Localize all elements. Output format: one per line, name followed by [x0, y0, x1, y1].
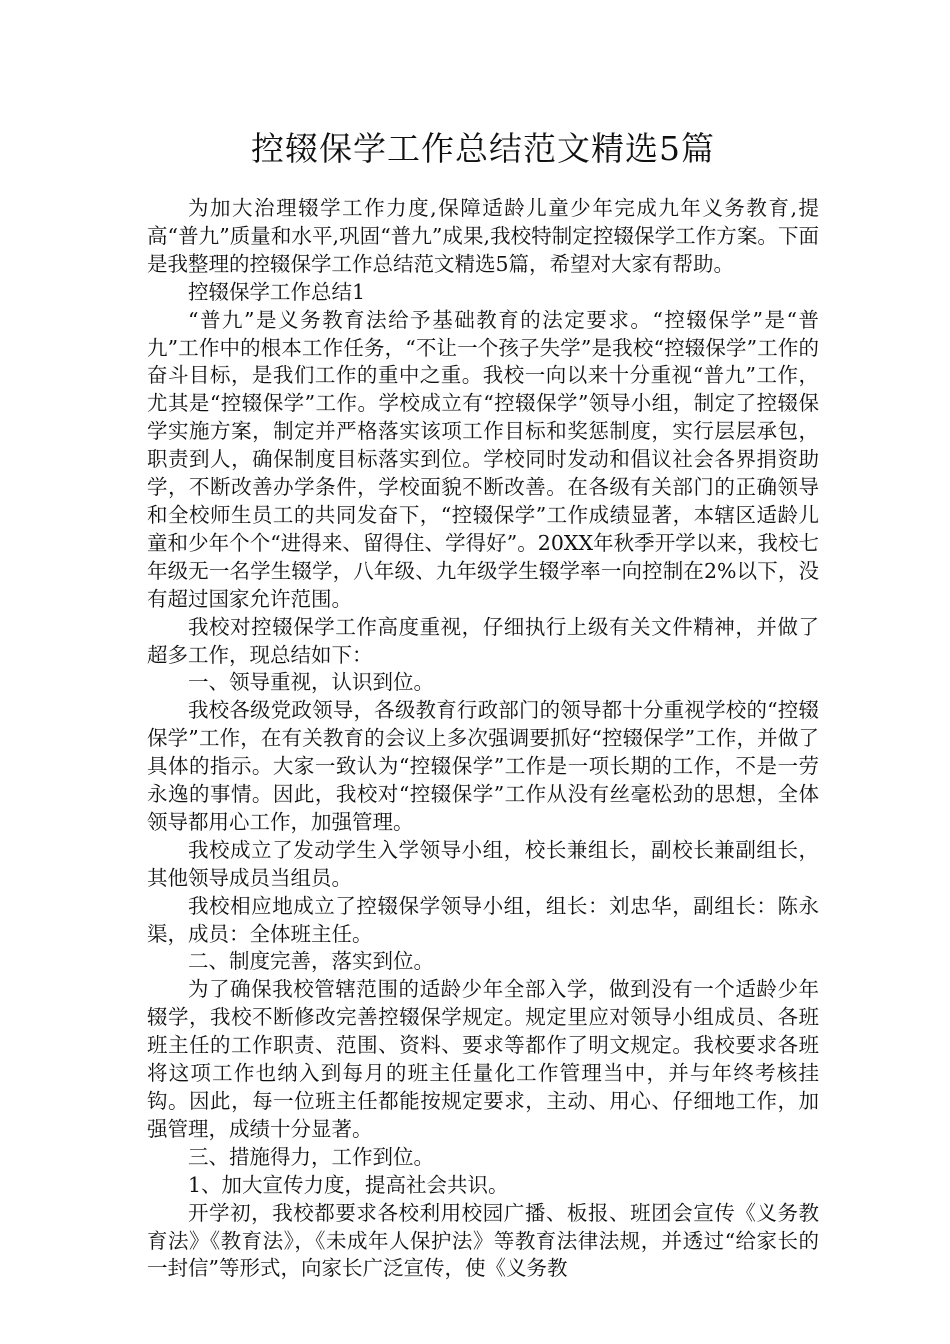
intro-paragraph: 为加大治理辍学工作力度,保障适龄儿童少年完成九年义务教育,提高“普九”质量和水平,巩固“普九”成果,我校特制定控辍保学工作方案。下面是我整理的控辍保学工作总结范文精选5篇，希望对大家有帮助。 — [147, 196, 819, 276]
body-paragraph: 我校相应地成立了控辍保学领导小组，组长：刘忠华，副组长：陈永渠，成员：全体班主任。 — [147, 893, 819, 946]
document-title: 控辍保学工作总结范文精选5篇 — [251, 129, 715, 168]
section-heading-summary-1: 控辍保学工作总结1 — [188, 279, 366, 304]
body-paragraph: 我校对控辍保学工作高度重视，仔细执行上级有关文件精神，并做了超多工作，现总结如下： — [147, 614, 819, 667]
body-paragraph: 我校成立了发动学生入学领导小组，校长兼组长，副校长兼副组长，其他领导成员当组员。 — [147, 837, 819, 890]
body-paragraph: 我校各级党政领导，各级教育行政部门的领导都十分重视学校的“控辍保学”工作，在有关教育的会议上多次强调要抓好“控辍保学”工作，并做了具体的指示。大家一致认为“控辍保学”工作是一项长期的工作，不是一劳永逸的事情。因此，我校对“控辍保学”工作从没有丝毫松劲的思想，全体领导都用心工作，加强管理。 — [147, 698, 819, 834]
subheading-leadership: 一、领导重视，认识到位。 — [188, 670, 434, 695]
document-body — [147, 195, 819, 1283]
subheading-measures: 三、措施得力，工作到位。 — [188, 1144, 434, 1169]
subheading-publicity: 1、加大宣传力度，提高社会共识。 — [188, 1172, 509, 1197]
body-paragraph: 为了确保我校管辖范围的适龄少年全部入学，做到没有一个适龄少年辍学，我校不断修改完善控辍保学规定。规定里应对领导小组成员、各班班主任的工作职责、范围、资料、要求等都作了明文规定。我校要求各班将这项工作也纳入到每月的班主任量化工作管理当中，并与年终考核挂钩。因此，每一位班主任都能按规定要求，主动、用心、仔细地工作，加强管理，成绩十分显著。 — [147, 977, 819, 1141]
body-paragraph: 开学初，我校都要求各校利用校园广播、板报、班团会宣传《义务教育法》《教育法》，《未成年人保护法》等教育法律法规，并透过“给家长的一封信”等形式，向家长广泛宣传，使《义务教 — [147, 1200, 819, 1281]
subheading-system: 二、制度完善，落实到位。 — [188, 949, 434, 974]
document-page — [147, 125, 819, 1283]
body-paragraph: “普九”是义务教育法给予基础教育的法定要求。“控辍保学”是“普九”工作中的根本工作任务，“不让一个孩子失学”是我校“控辍保学”工作的奋斗目标，是我们工作的重中之重。我校一向以来十分重视“普九”工作，尤其是“控辍保学”工作。学校成立有“控辍保学”领导小组，制定了控辍保学实施方案，制定并严格落实该项工作目标和奖惩制度，实行层层承包，职责到人，确保制度目标落实到位。学校同时发动和倡议社会各界捐资助学，不断改善办学条件，学校面貌不断改善。在各级有关部门的正确领导和全校师生员工的共同发奋下，“控辍保学”工作成绩显著，本辖区适龄儿童和少年个个“进得来、留得住、学得好”。20XX年秋季开学以来，我校七年级无一名学生辍学，八年级、九年级学生辍学率一向控制在2%以下，没有超过国家允许范围。 — [147, 307, 819, 611]
